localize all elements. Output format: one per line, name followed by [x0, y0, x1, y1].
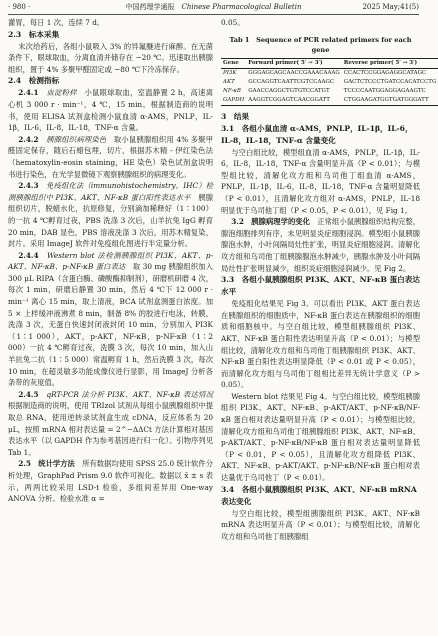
- primer-table: [221, 58, 438, 106]
- text-3-2: 正常组小鼠胰腺组织结构完整，腺泡细胞排列有序，未见明显炎症细胞浸润。模型组小鼠胰腺腺泡水肿，小叶间隔局灶性扩张，明显炎症细胞浸润。清解化攻方组和乌司他丁组胰腺腺泡水肿减少，胰腺水肿及小叶间隔局灶性扩张明显减少，组织炎症细胞浸润减少。见 Fig 2。: [221, 217, 420, 273]
- table-row: [221, 87, 438, 96]
- heading-2-4-2: 2.4.2: [18, 134, 39, 144]
- paragraph-2-4-5: [8, 389, 213, 459]
- heading-2-4-4: 2.4.4: [18, 250, 39, 260]
- left-column: [8, 17, 213, 505]
- heading-2-4-5: 2.4.5: [18, 389, 39, 399]
- paragraph-2-5: [8, 458, 213, 504]
- paragraph-3-1: 与空白组比较，模型组血清 α-AMS，PNLP，IL-1β，IL-6，IL-8，IL-18，TNF-α 含量明显升高（P < 0.01）；与模型组比较，清解化攻方组和乌司他丁组血清 α-AMS，PNLP，IL-1β，IL-6，IL-8，IL-18，TNF-α 含量明显降低（P < 0.01），且清解化攻方组对 α-AMS，PNLP，IL-18 明显优于乌司他丁组（P < 0.05，P < 0.01），见 Fig 1。: [221, 147, 420, 215]
- text-2-4-2: 取小鼠胰腺组织用 4% 多聚甲醛固定保存，随后石蜡包埋，切片，根据苏木精 - 伊红染色法（hematoxylin-eosin staining，HE 染色）染色试剂盒说明书进行染色，在光学显微镜下观察胰腺组织的病理变化。: [8, 134, 214, 179]
- table-cell-gene: AKT: [223, 78, 235, 85]
- page-number: · 980 ·: [8, 3, 31, 11]
- text-2-4-3: 胰腺组织切片，脱蜡水化，抗原修复，分别滴加稀释好（1∶100）的一抗 4 ℃孵育过夜，PBS 洗涤 3 次后，山羊抗兔 IgG 孵育 20 min，DAB 显色，PBS 溶液洗涤 3 次后，用苏木精复染，封片。采用 ImageJ 软件对免疫组化图进行半定量分析。: [8, 192, 214, 249]
- paragraph-3-3-b: Western blot 结果见 Fig 4。与空白组比较，模型组胰腺组织 PI3K、AKT、NF-κB、p-AKT/AKT、p-NF-κB/NF-κB 蛋白相对表达量明显升高（P < 0.01）；与模型组比较，清解化攻方组和乌司他丁组胰腺组织 PI3K、AKT、NF-κB、p-AKT/AKT、p-NF-κB/NF-κB 蛋白相对表达量明显降低（P < 0.01，P < 0.05），且清解化攻方组降低 PI3K、AKT、NF-κB、p-AKT/AKT、p-NF-κB/NF-κB 蛋白相对表达量优于乌司他丁（P < 0.01）。: [221, 391, 420, 483]
- paragraph-3-3-a: 免疫组化结果见 Fig 3。可以看出 PI3K、AKT 蛋白表达在胰腺组织的细胞质中，NF-κB 蛋白表达在胰腺组织的细胞质和细胞核中。与空白组比较，模型组胰腺组织 PI3K、AKT、NF-κB 蛋白阳性表达明显升高（P < 0.01）；与模型组比较，清解化攻方组和乌司他丁组胰腺组织 PI3K、AKT、NF-κB 蛋白阳性表达明显降低（P < 0.01 或 P < 0.05），而清解化攻方组与乌司他丁组相比差异无统计学意义（P > 0.05）。: [221, 299, 420, 390]
- heading-2-5: 2.5 统计学方法: [18, 459, 75, 469]
- heading-2-4: 2.4 检测指标: [8, 76, 60, 86]
- heading-2-4-1: 2.4.1: [18, 88, 39, 98]
- heading-2-4-1-title: 血淀粉样: [46, 88, 77, 98]
- heading-3-1: 3.1 各组小鼠血清 α-AMS，PNLP，IL-1β，IL-6，IL-8，IL-18，TNF-α 含量变化: [221, 123, 413, 145]
- table-cell-gene: PI3K: [223, 69, 237, 76]
- paragraph-2-4-4: [8, 250, 213, 389]
- heading-2-4-2-title: 胰腺组织病理染色: [46, 134, 107, 144]
- table-header-row: [221, 58, 438, 68]
- table-header-reverse: Reverse primer( 5′ → 3′): [343, 59, 418, 66]
- paragraph-2-4-2: [8, 134, 213, 180]
- table-cell-reverse: GACTCTCCCTGATCCACATCCTG: [343, 78, 437, 85]
- paragraph-2-5-end: 0.05。: [221, 18, 245, 27]
- text-2-4-1: 小鼠眼球取血，室温静置 2 h，高速离心机 3 000 r · min⁻¹，4 ℃，15 min。根据制造商的说明书，使用 ELISA 试剂盒检测小鼠血清 α-AMS，PNLP，IL-1β，IL-6，IL-8，IL-18，TNF-α 含量。: [8, 88, 214, 133]
- paragraph-2-3: 末次给药后，各组小鼠吸入 3% 的异氟醚进行麻醉。在无菌条件下，眼球取血，分离血清并储存在 −20 ℃。迅速取出胰腺组织，置于 4% 多聚甲醛固定或 −80 ℃下冷冻保存。: [8, 41, 213, 74]
- journal-title-en: Chinese Pharmacological Bulletin: [181, 3, 302, 11]
- table-cell-forward: GAACCAGGCTGTGTCCATGT: [248, 87, 330, 94]
- table-cell-forward: AAGGTCGGAGTCAACGGATT: [248, 96, 330, 103]
- paragraph-2-4-3: [8, 180, 213, 250]
- heading-2-4-3-title: 免疫组化法（immunohistochemistry，IHC）检测胰腺组织中 PI3K、AKT、NF-κB 蛋白阳性表达水平: [8, 181, 213, 202]
- table-cell-reverse: CTGGAAGATGGTGATGGGATT: [343, 96, 429, 103]
- table-cell-reverse: TCCCCAATGGAGGAGAAGTC: [343, 87, 426, 94]
- heading-3: 3 结果: [221, 111, 250, 121]
- table-header-gene: Gene: [223, 59, 239, 66]
- table-row: [221, 68, 438, 78]
- table-cell-forward: GCCAGGTCAATTCGTCCAAGC: [248, 78, 335, 85]
- text-2-5: 所有数据均使用 SPSS 25.0 统计软件分析处理，GraphPad Prism 9.0 软件可视化。数据以 x̄ ± s 表示，两两比较采用 LSD-t 检验，多组间差异用 One-way ANOVA 分析。检验水准 α =: [8, 459, 214, 504]
- right-column: [221, 17, 437, 542]
- heading-2-4-3: 2.4.3: [18, 181, 39, 191]
- table-cell-gene: GAPDH: [223, 96, 245, 103]
- heading-3-2: 3.2 胰腺病理学的变化: [231, 217, 310, 227]
- table-cell-reverse: CCACTCCGGAGAGGCATAGC: [343, 69, 427, 76]
- heading-3-3: 3.3 各组小鼠胰腺组织 PI3K、AKT、NF-κB 蛋白表达水平: [221, 275, 420, 297]
- table-cell-forward: GGGAGCAGCAACCGAAACAAAG: [248, 69, 340, 76]
- table-header-forward: Forward primer( 5′ → 3′): [248, 59, 323, 66]
- page-header: [8, 0, 419, 15]
- journal-volume: 2025 May;41(5): [362, 3, 419, 11]
- heading-2-4-4-title: Western blot 法检测胰腺组织 PI3K、AKT、p-AKT、NF-κB、p-NF-κB 蛋白表达: [8, 250, 213, 272]
- table-row: [221, 96, 438, 106]
- text-2-4-4: 取 30 mg 胰腺组织加入 300 μL RIPA（含蛋白酶、磷酸酶抑制剂），研磨机研磨 4 次，每次 1 min，研磨后静置 30 min，然后 4 ℃下 12 000 r · min⁻¹ 离心 15 min，取上清液，BCA 试剂盒测蛋白浓度。加 5 × 上样缓冲液沸煮 8 min，制备 8% 的胶进行电泳，转膜，洗涤 3 次，无蛋白快速封闭液封闭 10 min，分别加入 PI3K（1∶1 000），AKT，p-AKT，NF-κB，p-NF-κB（1∶2 000）一抗 4 ℃孵育过夜，洗膜 3 次，每次 10 min，加入山羊抗兔二抗（1∶5 000）常温孵育 1 h，然后洗膜 3 次，每次 10 min，在超灵敏多功能成像仪进行显影，用 ImageJ 分析各条带的灰度值。: [8, 262, 213, 388]
- journal-title: [8, 0, 419, 14]
- journal-title-cn: 中国药理学通报: [125, 3, 175, 11]
- heading-2-4-5-title: qRT-PCR 法分析 PI3K、AKT、NF-κB 表达情况: [46, 389, 213, 399]
- table-cell-gene: NF-κB: [223, 87, 241, 94]
- paragraph-2-2-end: 灌胃，每日 1 次，连续 7 d。: [8, 18, 105, 27]
- heading-2-3: 2.3 标本采集: [8, 29, 60, 39]
- heading-3-4: 3.4 各组小鼠胰腺组织 PI3K、AKT、NF-κB mRNA 表达变化: [221, 484, 417, 506]
- paragraph-2-4-1: [8, 87, 213, 133]
- paragraph-3-2: [221, 216, 420, 274]
- table-caption: Tab 1 Sequence of PCR related primers for each gene: [229, 35, 412, 54]
- table-row: [221, 78, 438, 87]
- text-2-4-5: 根据制造商的说明，使用 TRIzol 试剂从每组小鼠胰腺组织中提取总 RNA，使用逆转录试剂盒生成 cDNA，反应体系为 20 μL，按照 mRNA 相对表达量 = 2^−ΔΔCt 方法计算相对基因表达水平（以 GAPDH 作为参考基因进行归一化）。引物序列见 Tab 1。: [8, 401, 213, 457]
- paragraph-3-4: 与空白组比较，模型组胰腺组织 PI3K、AKT、NF-κB mRNA 表达明显升高（P < 0.01）；与模型组比较，清解化攻方组和乌司他丁组胰腺组: [221, 508, 420, 541]
